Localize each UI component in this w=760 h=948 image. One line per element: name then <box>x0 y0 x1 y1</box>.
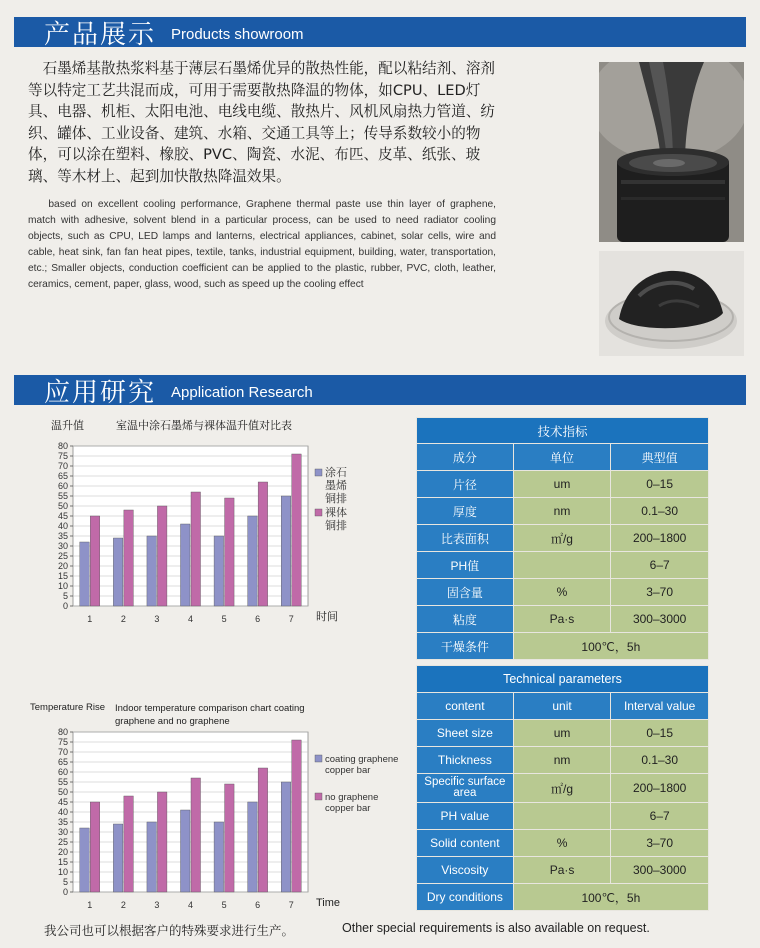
bar-bare <box>191 492 201 606</box>
table-cn-row-label: 粘度 <box>417 606 514 633</box>
x-tick-label: 4 <box>187 900 194 910</box>
bar-coated <box>281 496 291 606</box>
product-photo-jar <box>599 62 744 242</box>
table-en-row-label: Viscosity <box>417 857 514 884</box>
legend-label-coated: copper bar <box>325 765 371 776</box>
y-tick-label: 75 <box>57 451 68 461</box>
y-tick-label: 10 <box>57 867 68 877</box>
table-en-row-unit: Pa·s <box>513 857 611 884</box>
bar-coated <box>181 524 191 606</box>
bar-bare <box>292 454 302 606</box>
x-tick-label: 7 <box>288 900 294 910</box>
table-cn-dry-label: 干燥条件 <box>417 633 514 660</box>
x-tick-label: 3 <box>154 900 160 910</box>
table-en-title: Technical parameters <box>417 666 709 693</box>
bar-bare <box>258 768 268 892</box>
legend-label-bare: copper bar <box>325 803 371 814</box>
y-tick-label: 40 <box>57 807 68 817</box>
table-en-row-unit: ㎡/g <box>513 774 611 803</box>
table-cn-row-label: 比表面积 <box>417 525 514 552</box>
table-cn-col-content: 成分 <box>417 444 514 471</box>
table-en-col-value: Interval value <box>611 693 709 720</box>
bar-bare <box>124 796 134 892</box>
legend-label-coated: 涂石 <box>325 467 347 479</box>
y-tick-label: 55 <box>57 491 68 501</box>
table-cn-row-value: 3–70 <box>611 579 709 606</box>
table-cn-row-label: 固含量 <box>417 579 514 606</box>
y-tick-label: 35 <box>57 817 68 827</box>
table-cn-row-unit <box>513 552 611 579</box>
research-header-band <box>14 375 746 408</box>
bar-bare <box>157 792 167 892</box>
table-en-row-value: 0–15 <box>611 720 709 747</box>
table-cn-row-label: PH值 <box>417 552 514 579</box>
legend-label-coated: 墨烯 <box>325 480 347 492</box>
bar-bare <box>258 482 268 606</box>
table-cn-row-unit: ㎡/g <box>513 525 611 552</box>
table-en-row-unit <box>513 803 611 830</box>
y-tick-label: 0 <box>62 887 68 897</box>
tech-spec-table-en <box>416 665 709 911</box>
legend-swatch-bare <box>315 793 322 800</box>
table-cn-row-value: 300–3000 <box>611 606 709 633</box>
table-en-col-content: content <box>417 693 514 720</box>
bar-bare <box>124 510 134 606</box>
bar-bare <box>90 802 100 892</box>
table-en-row-value: 200–1800 <box>611 774 709 803</box>
bar-coated <box>248 802 258 892</box>
table-en-row-unit: nm <box>513 747 611 774</box>
y-tick-label: 40 <box>57 521 68 531</box>
footer-note-cn: 我公司也可以根据客户的特殊要求进行生产。 <box>44 923 295 938</box>
table-en-row-label: PH value <box>417 803 514 830</box>
legend-label-bare: 铜排 <box>325 520 347 532</box>
y-tick-label: 5 <box>62 877 68 887</box>
bar-coated <box>113 824 123 892</box>
table-en-dry-value: 100℃，5h <box>513 884 708 911</box>
table-en-row-label: Specific surface area <box>417 774 514 803</box>
x-tick-label: 5 <box>221 614 227 624</box>
table-cn-row-value: 0.1–30 <box>611 498 709 525</box>
research-title-en: Application Research <box>171 384 313 401</box>
products-title-en: Products showroom <box>171 26 304 43</box>
y-tick-label: 15 <box>57 857 68 867</box>
table-cn-row-label: 厚度 <box>417 498 514 525</box>
y-tick-label: 55 <box>57 777 68 787</box>
y-tick-label: 80 <box>57 441 68 451</box>
bar-coated <box>248 516 258 606</box>
bar-coated <box>281 782 291 892</box>
table-cn-row-value: 200–1800 <box>611 525 709 552</box>
table-cn-row-value: 0–15 <box>611 471 709 498</box>
x-tick-label: 5 <box>221 900 227 910</box>
y-tick-label: 0 <box>62 601 68 611</box>
table-cn-row-unit: um <box>513 471 611 498</box>
table-en-row-value: 6–7 <box>611 803 709 830</box>
legend-swatch-bare <box>315 509 322 516</box>
table-cn-col-value: 典型值 <box>611 444 709 471</box>
table-cn-title: 技术指标 <box>417 418 709 444</box>
table-en-row-unit: um <box>513 720 611 747</box>
research-title-cn: 应用研究 <box>44 378 157 408</box>
x-tick-label: 4 <box>187 614 194 624</box>
table-cn-row-unit: % <box>513 579 611 606</box>
x-tick-label: 1 <box>87 900 93 910</box>
tech-spec-table-cn <box>416 417 709 660</box>
bar-coated <box>80 828 90 892</box>
chart2-ylabel: Temperature Rise <box>30 702 105 713</box>
product-photo-dish <box>599 251 744 356</box>
y-tick-label: 5 <box>62 591 68 601</box>
x-tick-label: 2 <box>120 614 126 624</box>
table-cn-row-unit: Pa·s <box>513 606 611 633</box>
table-en-row-label: Thickness <box>417 747 514 774</box>
x-tick-label: 6 <box>255 614 261 624</box>
y-tick-label: 30 <box>57 827 68 837</box>
table-en-row-value: 0.1–30 <box>611 747 709 774</box>
products-description-en: based on excellent cooling performance, Graphene thermal paste use thin layer of graphene, match with adhesive, solvent blend in a particular process, can be used to need radiator cooling objects, such as CPU, LED lamps and lanterns, electrical appliances, cabinet, solar cells, wire and cable, heat sink, fan fan heat pipes, textile, tanks, industrial equipment, building, water, transportation, etc.; Smaller objects, conduction coefficient can be applied to the plastic, rubber, PVC, cloth, leather, ceramics, cement, paper, glass, wood, such as speed up the cooling effect <box>28 199 496 290</box>
legend-label-bare: no graphene <box>325 792 379 803</box>
chart-cn <box>28 436 358 628</box>
y-tick-label: 35 <box>57 531 68 541</box>
bar-coated <box>113 538 123 606</box>
bar-bare <box>191 778 201 892</box>
products-description-cn: 石墨烯基散热浆料基于薄层石墨烯优异的散热性能，配以粘结剂、溶剂等以特定工艺共混而成，可用于需要散热降温的物体，如CPU、LED灯具、电器、机柜、太阳电池、电线电缆、散热片、风机风扇热力管道、纺织、罐体、工业设备、建筑、水箱、交通工具等上；传导系数较小的物体，可以涂在塑料、橡胶、PVC、陶瓷、水泥、布匹、皮革、纸张、玻璃、等木材上、起到加快散热降温效果。 <box>28 60 496 185</box>
y-tick-label: 70 <box>57 461 68 471</box>
legend-label-coated: coating graphene <box>325 754 399 765</box>
table-en-row-value: 3–70 <box>611 830 709 857</box>
legend-swatch-coated <box>315 755 322 762</box>
chart-en <box>28 722 418 912</box>
products-title-cn: 产品展示 <box>44 20 157 50</box>
table-en-col-unit: unit <box>513 693 611 720</box>
x-tick-label: 6 <box>255 900 261 910</box>
y-tick-label: 25 <box>57 551 68 561</box>
chart2-title: Indoor temperature comparison chart coating graphene and no graphene <box>115 703 305 727</box>
x-tick-label: 2 <box>120 900 126 910</box>
table-cn-row-unit: nm <box>513 498 611 525</box>
table-en-row-label: Sheet size <box>417 720 514 747</box>
y-tick-label: 15 <box>57 571 68 581</box>
products-header-band <box>14 17 746 50</box>
legend-label-coated: 铜排 <box>325 493 347 505</box>
bar-bare <box>157 506 167 606</box>
chart1-title: 室温中涂石墨烯与裸体温升值对比表 <box>116 420 292 432</box>
table-en-row-label: Solid content <box>417 830 514 857</box>
y-tick-label: 20 <box>57 847 68 857</box>
y-tick-label: 30 <box>57 541 68 551</box>
y-tick-label: 65 <box>57 757 68 767</box>
table-cn-row-label: 片径 <box>417 471 514 498</box>
x-tick-label: 3 <box>154 614 160 624</box>
y-tick-label: 70 <box>57 747 68 757</box>
bar-coated <box>214 536 224 606</box>
y-tick-label: 10 <box>57 581 68 591</box>
table-en-row-value: 300–3000 <box>611 857 709 884</box>
bar-coated <box>147 536 157 606</box>
bar-coated <box>147 822 157 892</box>
bar-bare <box>225 784 235 892</box>
table-en-dry-label: Dry conditions <box>417 884 514 911</box>
y-tick-label: 60 <box>57 767 68 777</box>
y-tick-label: 80 <box>57 727 68 737</box>
y-tick-label: 50 <box>57 501 68 511</box>
x-axis-label: 时间 <box>316 611 338 623</box>
x-axis-label: Time <box>316 897 341 909</box>
y-tick-label: 50 <box>57 787 68 797</box>
table-cn-dry-value: 100℃，5h <box>513 633 708 660</box>
x-tick-label: 1 <box>87 614 93 624</box>
table-cn-col-unit: 单位 <box>513 444 611 471</box>
bar-coated <box>214 822 224 892</box>
footer-note-en: Other special requirements is also available on request. <box>342 921 650 935</box>
y-tick-label: 45 <box>57 511 68 521</box>
y-tick-label: 45 <box>57 797 68 807</box>
chart1-ylabel: 温升值 <box>51 420 84 432</box>
bar-bare <box>292 740 302 892</box>
bar-bare <box>225 498 235 606</box>
y-tick-label: 20 <box>57 561 68 571</box>
bar-coated <box>80 542 90 606</box>
legend-label-bare: 裸体 <box>325 507 347 519</box>
y-tick-label: 75 <box>57 737 68 747</box>
bar-coated <box>181 810 191 892</box>
table-en-row-unit: % <box>513 830 611 857</box>
table-cn-row-value: 6–7 <box>611 552 709 579</box>
x-tick-label: 7 <box>288 614 294 624</box>
bar-bare <box>90 516 100 606</box>
legend-swatch-coated <box>315 469 322 476</box>
y-tick-label: 60 <box>57 481 68 491</box>
y-tick-label: 25 <box>57 837 68 847</box>
y-tick-label: 65 <box>57 471 68 481</box>
